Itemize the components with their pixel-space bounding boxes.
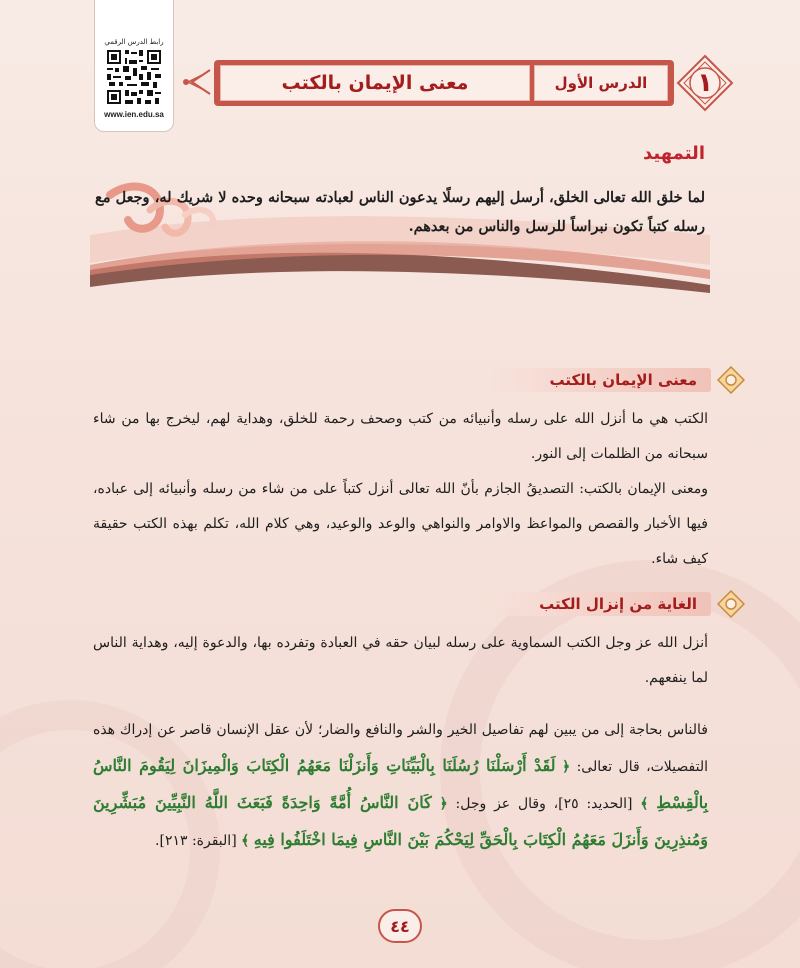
section-heading-meaning — [489, 366, 745, 394]
paragraph-need-guidance — [93, 712, 708, 859]
verse-reference: [البقرة: ٢١٣]. — [155, 833, 237, 849]
verse-reference: [الحديد: ٢٥]، وقال عز وجل: — [455, 796, 633, 812]
qr-block[interactable] — [94, 0, 174, 132]
section-title: معنى الإيمان بالكتب — [489, 368, 711, 392]
paragraph-purpose: أنزل الله عز وجل الكتب السماوية على رسله لبيان حقه في العبادة وتفرده بها، والدعوة إليه، وهداية الناس لما ينفعهم. — [93, 635, 708, 686]
header-ornament-icon — [182, 66, 212, 98]
lesson-label: الدرس الأول — [554, 74, 648, 92]
paragraph-books-definition: الكتب هي ما أنزل الله على رسله وأنبيائه من كتب وصحف رحمة للخلق، وهداية لهم، ليخرج بها من شاء سبحانه من الظلمات إلى النور. — [93, 411, 708, 462]
qr-caption: رابط الدرس الرقمي — [104, 38, 164, 46]
lesson-header — [178, 52, 753, 112]
section-ornament-icon — [717, 590, 745, 618]
title-box — [220, 65, 530, 101]
paragraph-belief-meaning: ومعنى الإيمان بالكتب: التصديقُ الجازم بأنّ الله تعالى أنزل كتباً على من شاء من رسله وأنبيائه إلى عباده، فيها الأخبار والقصص والمواعظ والاوامر والنواهي والوعد والوعيد، وهي كلام الله، تكلم بهذه الكتب حقيقة كيف شاء. — [93, 481, 708, 567]
quran-bracket-open: ﴿ — [561, 759, 571, 775]
intro-heading: التمهيد — [643, 143, 705, 164]
lesson-title: معنى الإيمان بالكتب — [281, 72, 469, 94]
section-ornament-icon — [717, 366, 745, 394]
quran-verse: كَانَ النَّاسُ أُمَّةً وَاحِدَةً فَبَعَثَ اللَّهُ النَّبِيِّينَ مُبَشِّرِينَ وَمُنذِرِينَ وَأَنزَلَ مَعَهُمُ الْكِتَابَ بِالْحَقِّ لِيَحْكُمَ بَيْنَ النَّاسِ فِيمَا اخْتَلَفُوا فِيهِ — [93, 793, 708, 849]
quran-verse: لَقَدْ أَرْسَلْنَا رُسُلَنَا بِالْبَيِّنَاتِ وَأَنزَلْنَا مَعَهُمُ الْكِتَابَ وَالْمِيزَانَ لِيَقُومَ النَّاسُ بِالْقِسْطِ — [93, 756, 709, 812]
qr-code-icon[interactable] — [105, 48, 163, 106]
lesson-number: ١ — [697, 68, 713, 98]
quran-bracket-close: ﴾ — [241, 833, 250, 849]
intro-paragraph: لما خلق الله تعالى الخلق، أرسل إليهم رسلًا يدعون الناس لعبادته سبحانه وحده لا شريك له، وجعل مع رسله كتباً تكون نبراساً للرسل والناس من بعدهم. — [95, 189, 705, 235]
page-number: ٤٤ — [378, 909, 422, 943]
quran-bracket-close: ﴾ — [640, 796, 649, 812]
qr-url[interactable]: www.ien.edu.sa — [104, 110, 164, 119]
section-heading-purpose — [479, 590, 745, 618]
lesson-label-box — [534, 65, 668, 101]
section-title: الغاية من إنزال الكتب — [479, 592, 711, 616]
quran-bracket-open: ﴿ — [439, 796, 448, 812]
paragraph-text: فالناس بحاجة إلى من يبين لهم تفاصيل الخير والشر والنافع والضار؛ لأن عقل الإنسان قاصر عن إدراك هذه التفصيلات، قال تعالى: — [93, 722, 708, 775]
